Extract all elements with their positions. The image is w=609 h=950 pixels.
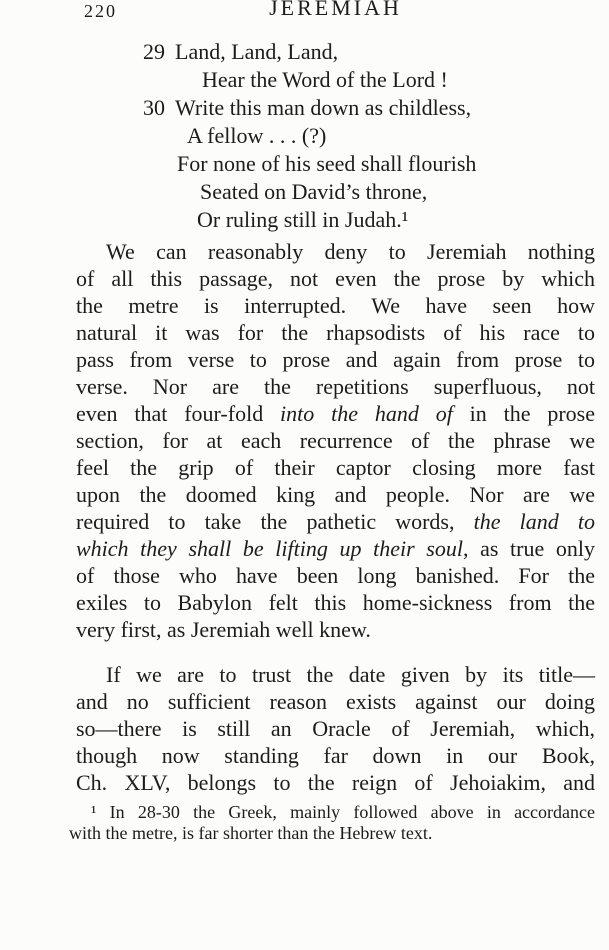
text-line: of all this passage, not even the prose by which	[76, 266, 595, 291]
text-line: required to take the pathetic words, the land to	[76, 509, 595, 534]
text-line: verse. Nor are the repetitions superfluous, not	[76, 374, 595, 399]
text-line: upon the doomed king and people. Nor are we	[76, 482, 595, 507]
text-line: with the metre, is far shorter than the Hebrew text.	[69, 823, 433, 843]
verse-text: For none of his seed shall flourish	[177, 151, 477, 176]
verse-line	[143, 150, 595, 178]
text-line: pass from verse to prose and again from prose to	[76, 347, 595, 372]
text-line: so—there is still an Oracle of Jeremiah, which,	[76, 716, 595, 741]
text-line: even that four-fold into the hand of in the prose	[76, 401, 595, 426]
text-line: which they shall be lifting up their soul, as true only	[76, 536, 595, 561]
text-line: and no sufficient reason exists against our doing	[76, 689, 595, 714]
text-line: though now standing far down in our Book,	[76, 743, 595, 768]
text-line: natural it was for the rhapsodists of his race to	[76, 320, 595, 345]
text-line: Ch. XLV, belongs to the reign of Jehoiakim, and	[76, 770, 595, 795]
text-line: If we are to trust the date given by its title—	[106, 662, 595, 687]
text-line: of those who have been long banished. For the	[76, 563, 595, 588]
verse-text: Land, Land, Land,	[175, 39, 339, 64]
verse-line	[143, 206, 595, 234]
paragraph-1	[76, 238, 595, 643]
page-number: 220	[84, 1, 117, 21]
verse-number: 30	[143, 95, 165, 120]
verse-line	[143, 122, 595, 150]
verse-line	[143, 178, 595, 206]
text-line: feel the grip of their captor closing more fast	[76, 455, 595, 480]
footnote	[69, 802, 595, 844]
text-line: We can reasonably deny to Jeremiah nothing	[106, 239, 595, 264]
text-line: exiles to Babylon felt this home-sickness from the	[76, 590, 595, 615]
running-title: JEREMIAH	[269, 0, 402, 20]
verse-text: Or ruling still in Judah.¹	[197, 207, 409, 232]
text-block	[69, 0, 595, 844]
text-line: the metre is interrupted. We have seen how	[76, 293, 595, 318]
page-header	[76, 0, 595, 21]
text-line: ¹ In 28-30 the Greek, mainly followed above in accordance	[91, 802, 595, 822]
verse-number: 29	[143, 39, 165, 64]
paragraph-2	[76, 661, 595, 796]
verse-text: Write this man down as childless,	[175, 95, 472, 120]
verse-text: A fellow . . . (?)	[187, 123, 327, 148]
verse-line	[143, 38, 595, 66]
verse-line	[143, 66, 595, 94]
text-line: section, for at each recurrence of the phrase we	[76, 428, 595, 453]
text-line: very first, as Jeremiah well knew.	[76, 617, 371, 642]
verse-block	[143, 38, 595, 234]
verse-text: Seated on David’s throne,	[200, 179, 428, 204]
verse-line	[143, 94, 595, 122]
verse-text: Hear the Word of the Lord !	[202, 67, 448, 92]
